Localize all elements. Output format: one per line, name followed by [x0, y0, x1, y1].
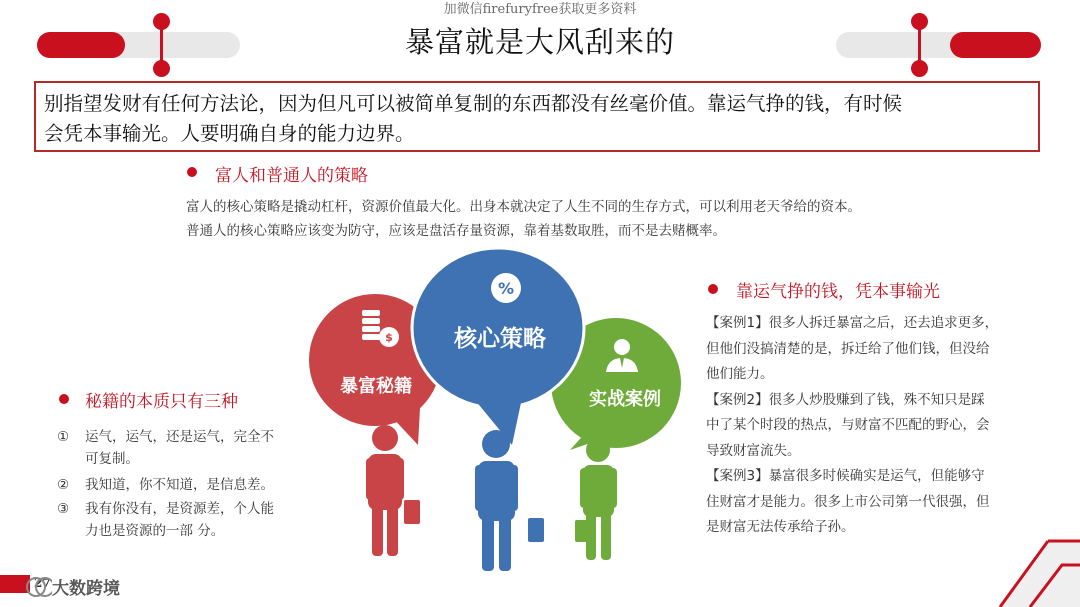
secrets-heading: 秘籍的本质只有三种 — [85, 392, 238, 412]
figure-blue — [475, 430, 544, 571]
intro-box — [34, 81, 1040, 152]
page-title: 暴富就是大风刮来的 — [404, 25, 675, 59]
bullet-dot — [59, 394, 69, 404]
case-line: 是财富无法传承给子孙。 — [706, 519, 855, 535]
watermark-text: 加微信firefuryfree获取更多资料 — [443, 2, 637, 17]
intro-line-2: 会凭本事输光。人要明确自身的能力边界。 — [44, 122, 415, 145]
logo-icon — [12, 575, 52, 599]
corner-decor — [990, 537, 1080, 607]
bullet-dot — [708, 284, 718, 294]
secret-item-1: ① 运气，运气，还是运气，完全不 可复制。 — [57, 426, 332, 470]
core-bubble-label: 核心策略 — [454, 326, 546, 352]
case-line: 导致财富流失。 — [706, 442, 801, 459]
svg-text:$: $ — [385, 331, 393, 344]
case-line: 住财富才是能力。很多上市公司第一代很强，但 — [706, 493, 990, 510]
secret-bubble-label: 暴富秘籍 — [340, 376, 412, 397]
case-line: 他们能力。 — [706, 366, 774, 382]
item-number: ② — [57, 477, 70, 493]
strategy-line-2: 普通人的核心策略应该变为防守，应该是盘活存量资源，靠着基数取胜，而不是去赌概率。 — [186, 223, 726, 239]
case-line: 【案例2】很多人炒股赚到了钱，殊不知只是踩 — [706, 391, 985, 408]
page-number: 27 — [34, 576, 51, 590]
bullet-dot — [187, 167, 197, 177]
strategy-heading: 富人和普通人的策略 — [215, 166, 368, 186]
percent-symbol: % — [497, 279, 515, 298]
case-line: 中了某个时段的热点，与财富不匹配的野心，会 — [706, 417, 990, 433]
percent-icon — [491, 273, 521, 303]
intro-line-1: 别指望发财有任何方法论，因为但凡可以被简单复制的东西都没有丝毫价值。靠运气挣的钱，有时候 — [44, 92, 903, 115]
footer-logo — [12, 574, 120, 599]
logo-text: 大数跨境 — [52, 579, 120, 599]
item-number: ③ — [57, 501, 70, 517]
secret-item-2: ② 我知道，你不知道，是信息差。 — [57, 474, 332, 496]
strategy-line-1: 富人的核心策略是撬动杠杆，资源价值最大化。出身本就决定了人生不同的生存方式，可以利用老天爷给的资本。 — [186, 199, 861, 215]
figure-green — [575, 438, 617, 560]
case-bubble-label: 实战案例 — [589, 389, 661, 410]
case-line: 但他们没搞清楚的是，拆迁给了他们钱，但没给 — [706, 340, 990, 357]
case-line: 【案例3】暴富很多时候确实是运气，但能够守 — [706, 468, 985, 484]
case-line: 【案例1】很多人拆迁暴富之后，还去追求更多， — [706, 315, 999, 331]
secret-item-3: ③ 我有你没有，是资源差，个人能 力也是资源的一部 分。 — [57, 498, 332, 542]
item-number: ① — [57, 429, 70, 445]
cases-body — [706, 311, 1051, 541]
figure-red — [366, 425, 420, 556]
cases-heading: 靠运气挣的钱，凭本事输光 — [736, 282, 940, 302]
